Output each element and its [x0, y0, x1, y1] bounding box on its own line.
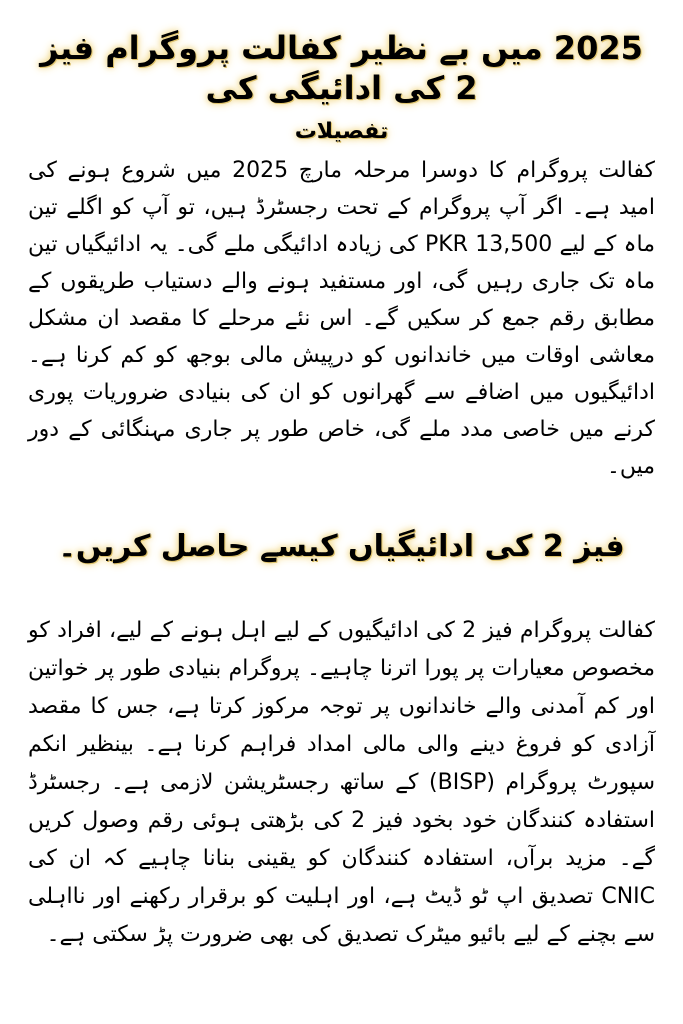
section-heading-how-to-receive: فیز 2 کی ادائیگیاں کیسے حاصل کریں۔	[58, 528, 625, 564]
article-title-continued: تفصیلات	[294, 119, 389, 144]
article-title: 2025 میں بے نظیر کفالت پروگرام فیز 2 کی ادائیگی کی	[40, 29, 643, 107]
paragraph-eligibility: کفالت پروگرام فیز 2 کی ادائیگیوں کے لیے اہل ہونے کے لیے، افراد کو مخصوص معیارات پر پورا اترنا چاہیے۔ پروگرام بنیادی طور پر خواتین اور کم آمدنی والے خاندانوں پر توجہ مرکوز کرتا ہے، جس کا مقصد آزادی کو فروغ دینے والی مالی امداد فراہم کرنا ہے۔ بینظیر انکم سپورٹ پروگرام (BISP) کے ساتھ رجسٹریشن لازمی ہے۔ رجسٹرڈ استفادہ کنندگان خود بخود فیز 2 کی بڑھتی ہوئی رقم وصول کریں گے۔ مزید برآں، استفادہ کنندگان کو یقینی بنانا چاہیے کہ ان کی CNIC تصدیق اپ ٹو ڈیٹ ہے، اور اہلیت کو برقرار رکھنے اور نااہلی سے بچنے کے لیے بائیو میٹرک تصدیق کی بھی ضرورت پڑ سکتی ہے۔	[28, 617, 656, 947]
paragraph-phase2-overview: کفالت پروگرام کا دوسرا مرحلہ مارچ 2025 میں شروع ہونے کی امید ہے۔ اگر آپ پروگرام کے تحت رجسٹرڈ ہیں، تو آپ کو اگلے تین ماہ کے لیے 13,500 PKR کی زیادہ ادائیگی ملے گی۔ یہ ادائیگیاں تین ماہ تک جاری رہیں گی، اور مستفید ہونے والے دستیاب طریقوں کے مطابق رقم جمع کر سکیں گے۔ اس نئے مرحلے کا مقصد ان مشکل معاشی اوقات میں خاندانوں کو درپیش مالی بوجھ کو کم کرنا ہے۔ ادائیگیوں میں اضافے سے گھرانوں کو ان کی بنیادی ضروریات پوری کرنے میں خاصی مدد ملے گی، خاص طور پر جاری مہنگائی کے دور میں۔	[28, 157, 656, 479]
